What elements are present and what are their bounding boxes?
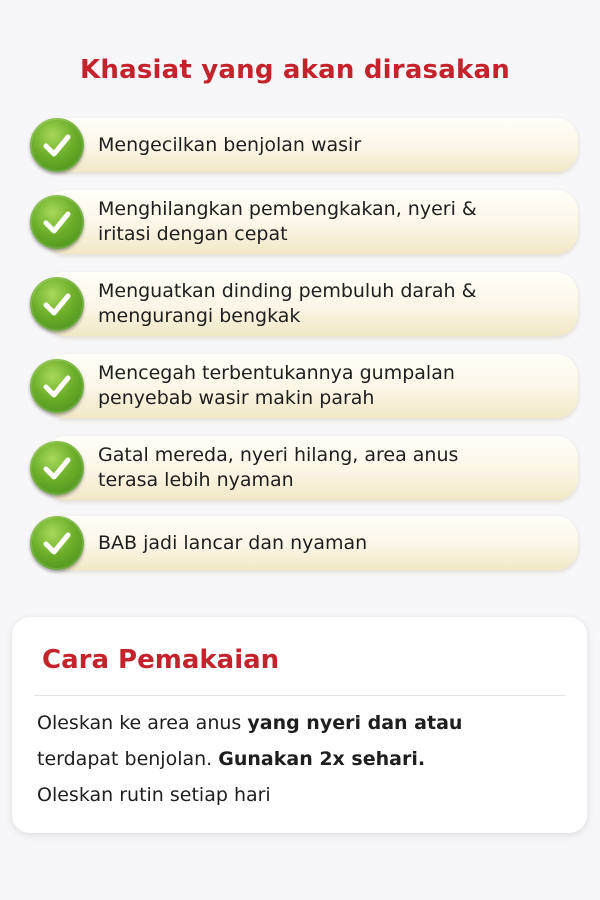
- checkmark-circle-icon: [30, 516, 84, 570]
- usage-text: terdapat benjolan.: [37, 748, 219, 770]
- benefit-item: [30, 118, 578, 172]
- benefit-item: [30, 436, 578, 500]
- benefit-line: mengurangi bengkak: [98, 305, 301, 327]
- benefit-line: BAB jadi lancar dan nyaman: [98, 531, 368, 554]
- benefit-line: Mengecilkan benjolan wasir: [98, 133, 362, 156]
- benefit-line: Menguatkan dinding pembuluh darah &: [98, 280, 477, 302]
- usage-instructions: [37, 705, 572, 813]
- usage-title: Cara Pemakaian: [42, 645, 280, 675]
- benefit-line: Mencegah terbentukannya gumpalan: [98, 362, 455, 384]
- benefit-item: [30, 190, 578, 254]
- benefit-item: [30, 272, 578, 336]
- usage-line-3: Oleskan rutin setiap hari: [37, 784, 271, 806]
- usage-emphasis: yang nyeri dan atau: [247, 712, 463, 734]
- benefit-line: Menghilangkan pembengkakan, nyeri &: [98, 198, 477, 220]
- benefit-item: [30, 516, 578, 570]
- usage-emphasis: Gunakan 2x sehari.: [218, 748, 426, 770]
- benefit-line: iritasi dengan cepat: [98, 223, 288, 245]
- benefit-text: [98, 272, 558, 336]
- checkmark-circle-icon: [30, 195, 84, 249]
- checkmark-circle-icon: [30, 359, 84, 413]
- benefit-text: [98, 436, 558, 500]
- benefit-text: [98, 516, 558, 570]
- checkmark-circle-icon: [30, 118, 84, 172]
- benefit-item: [30, 354, 578, 418]
- benefit-line: Gatal mereda, nyeri hilang, area anus: [98, 444, 459, 466]
- divider: [34, 695, 565, 696]
- benefit-line: penyebab wasir makin parah: [98, 387, 375, 409]
- benefit-text: [98, 190, 558, 254]
- usage-line-2: [37, 741, 572, 777]
- checkmark-circle-icon: [30, 441, 84, 495]
- usage-line-1: [37, 705, 572, 741]
- benefit-text: [98, 354, 558, 418]
- benefits-title: Khasiat yang akan dirasakan: [80, 55, 510, 85]
- checkmark-circle-icon: [30, 277, 84, 331]
- usage-text: Oleskan ke area anus: [37, 712, 248, 734]
- usage-card: [12, 617, 587, 833]
- benefit-line: terasa lebih nyaman: [98, 469, 294, 491]
- benefit-text: [98, 118, 558, 172]
